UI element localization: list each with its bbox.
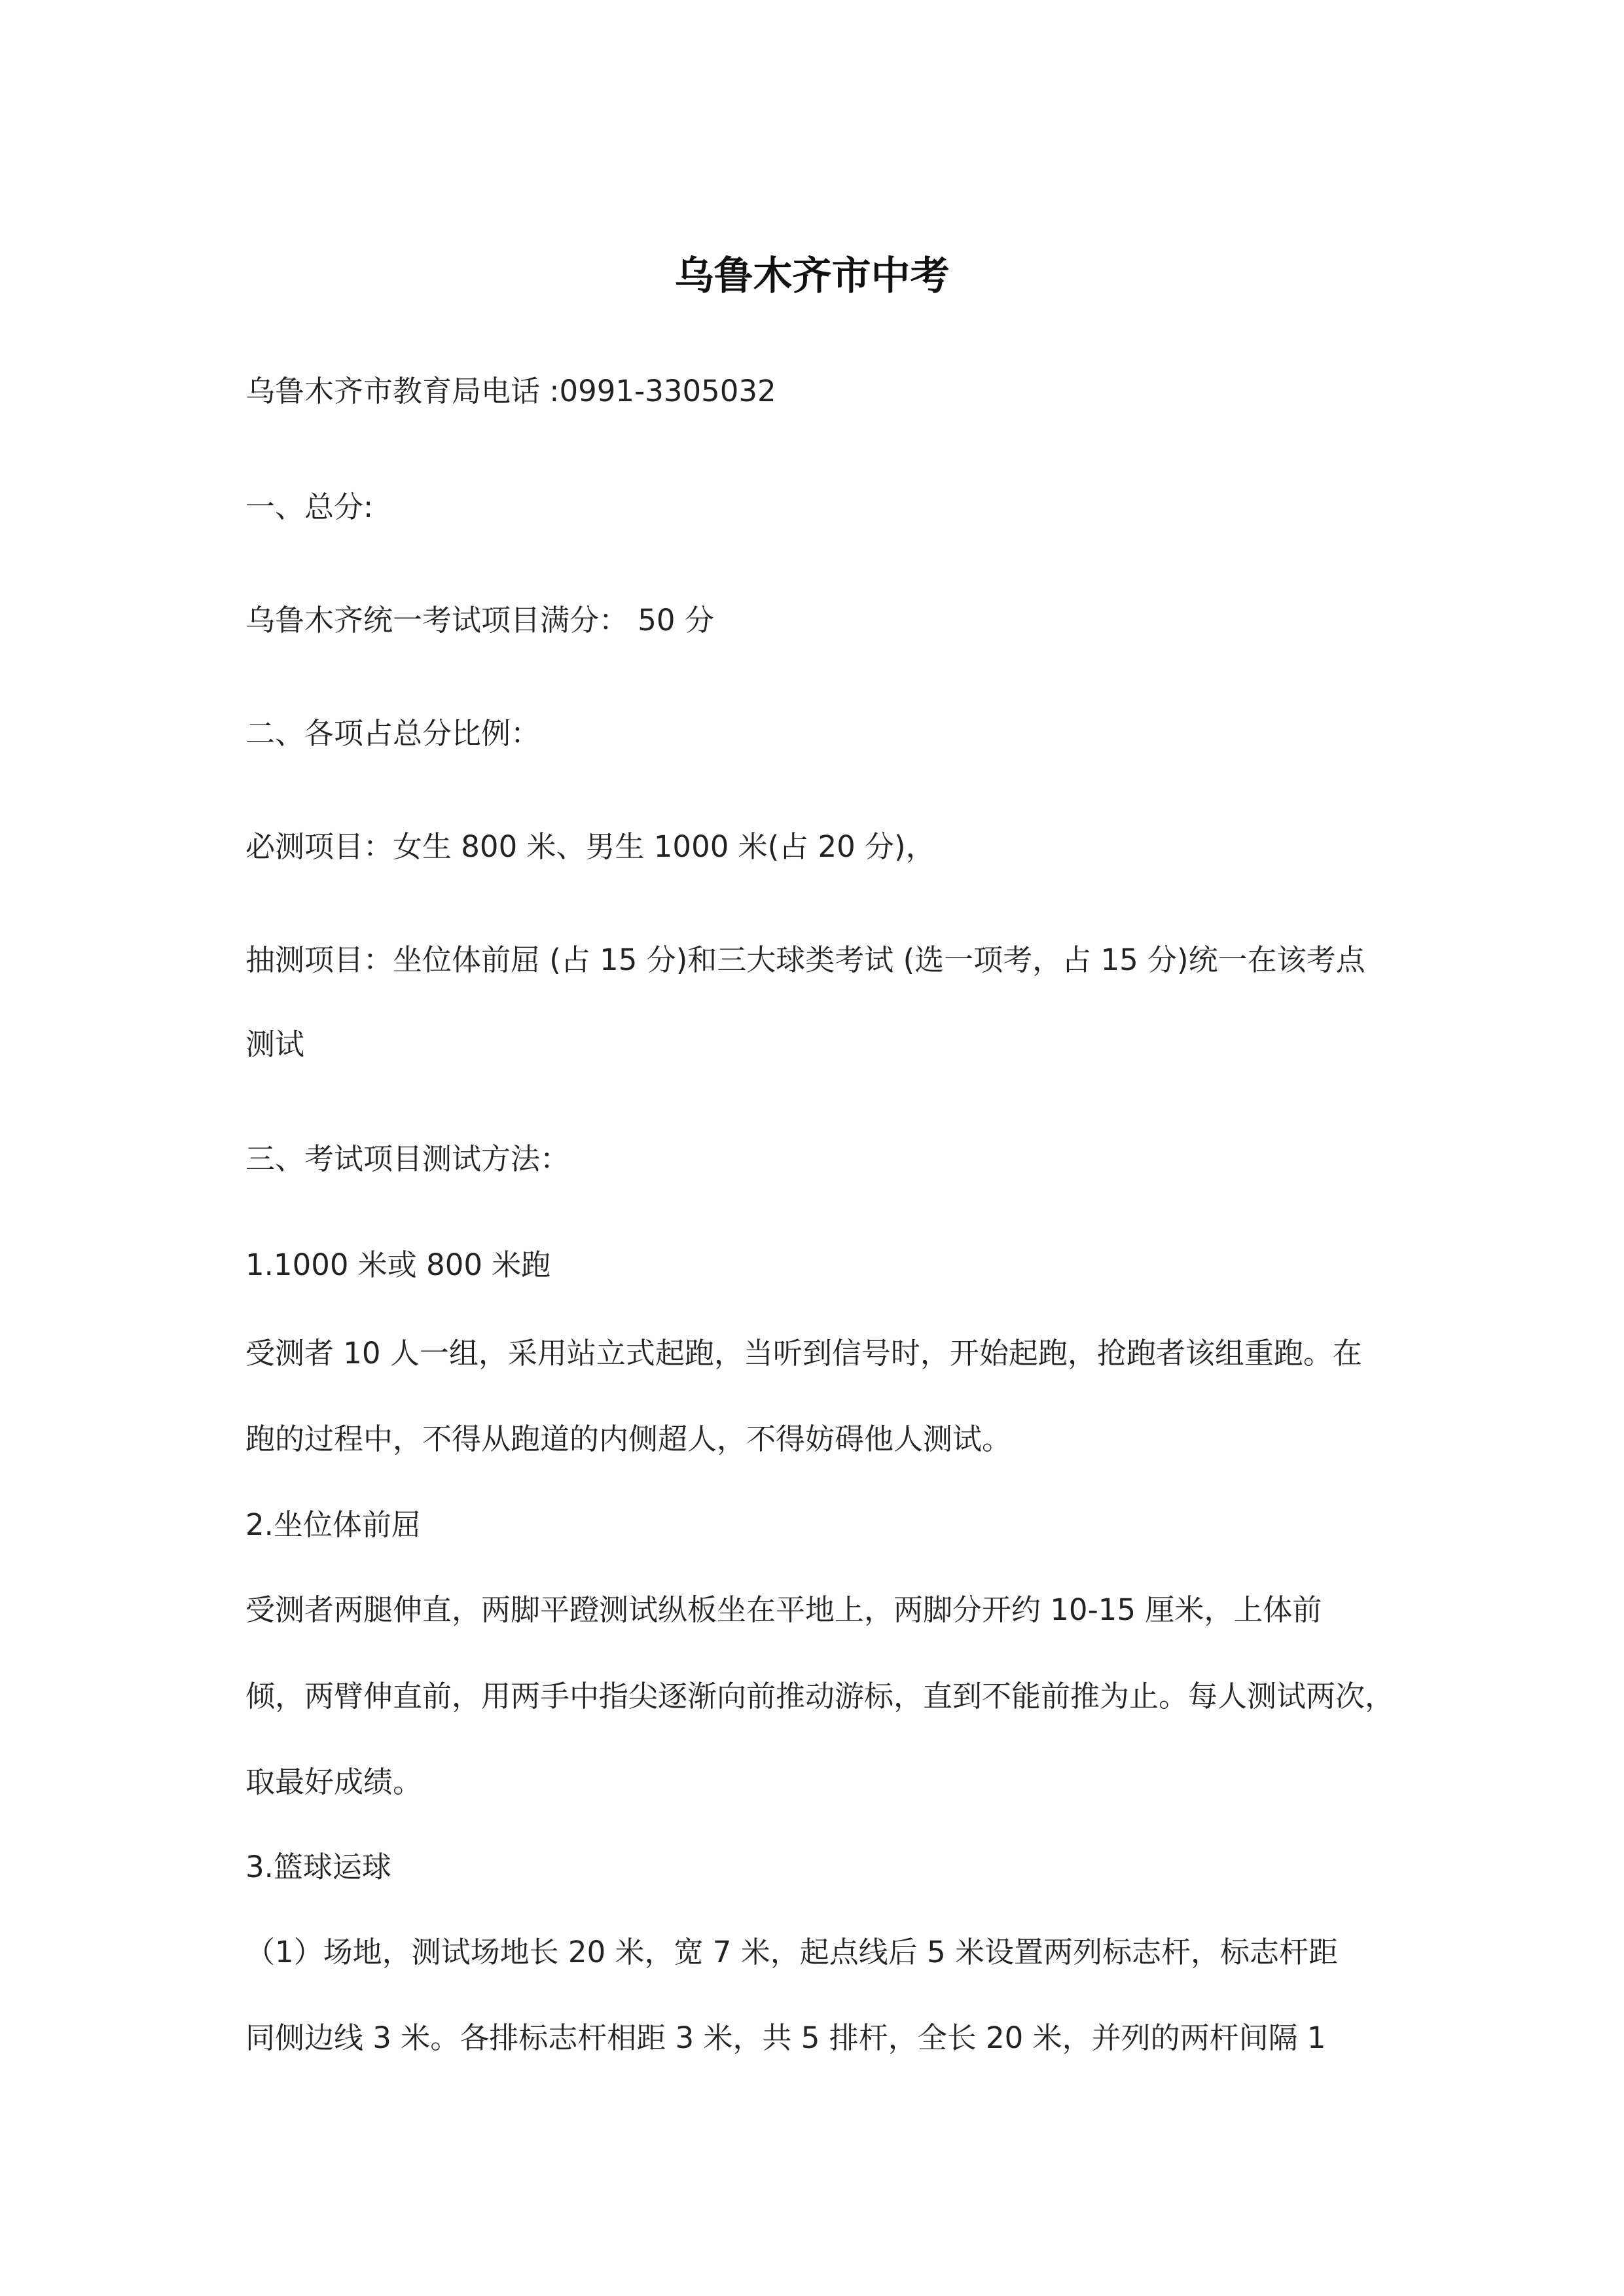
run-paragraph-line-2: 跑的过程中，不得从跑道的内侧超人，不得妨碍他人测试。 bbox=[245, 1422, 1012, 1456]
item-heading-sit-reach: 2.坐位体前屈 bbox=[245, 1507, 421, 1542]
basketball-paragraph-line-2: 同侧边线 3 米。各排标志杆相距 3 米，共 5 排杆，全长 20 米，并列的两杆间隔 1 bbox=[245, 2020, 1326, 2055]
item-heading-run: 1.1000 米或 800 米跑 bbox=[245, 1247, 551, 1282]
section-heading-total: 一、总分: bbox=[245, 490, 374, 524]
section-heading-ratio: 二、各项占总分比例： bbox=[245, 716, 541, 751]
required-items-line: 必测项目：女生 800 米、男生 1000 米(占 20 分)， bbox=[245, 829, 935, 864]
item-heading-basketball: 3.篮球运球 bbox=[245, 1850, 391, 1884]
sit-reach-paragraph-line-1: 受测者两腿伸直，两脚平蹬测试纵板坐在平地上，两脚分开约 10-15 厘米，上体前 bbox=[245, 1592, 1322, 1627]
sampled-items-line: 抽测项目：坐位体前屈 (占 15 分)和三大球类考试 (选一项考，占 15 分)统一在该考点 bbox=[245, 942, 1365, 977]
section-heading-methods: 三、考试项目测试方法： bbox=[245, 1141, 570, 1176]
sampled-items-line-cont: 测试 bbox=[245, 1027, 305, 1062]
sit-reach-paragraph-line-3: 取最好成绩。 bbox=[245, 1765, 423, 1799]
document-title: 乌鲁木齐市中考 bbox=[674, 253, 950, 299]
basketball-paragraph-line-1: （1）场地，测试场地长 20 米，宽 7 米，起点线后 5 米设置两列标志杆，标志杆距 bbox=[245, 1935, 1338, 1969]
total-score-line: 乌鲁木齐统一考试项目满分： 50 分 bbox=[245, 603, 714, 637]
sit-reach-paragraph-line-2: 倾，两臂伸直前，用两手中指尖逐渐向前推动游标，直到不能前推为止。每人测试两次， bbox=[245, 1679, 1395, 1713]
run-paragraph-line-1: 受测者 10 人一组，采用站立式起跑，当听到信号时，开始起跑，抢跑者该组重跑。在 bbox=[245, 1336, 1362, 1371]
phone-line: 乌鲁木齐市教育局电话 :0991-3305032 bbox=[245, 374, 776, 408]
